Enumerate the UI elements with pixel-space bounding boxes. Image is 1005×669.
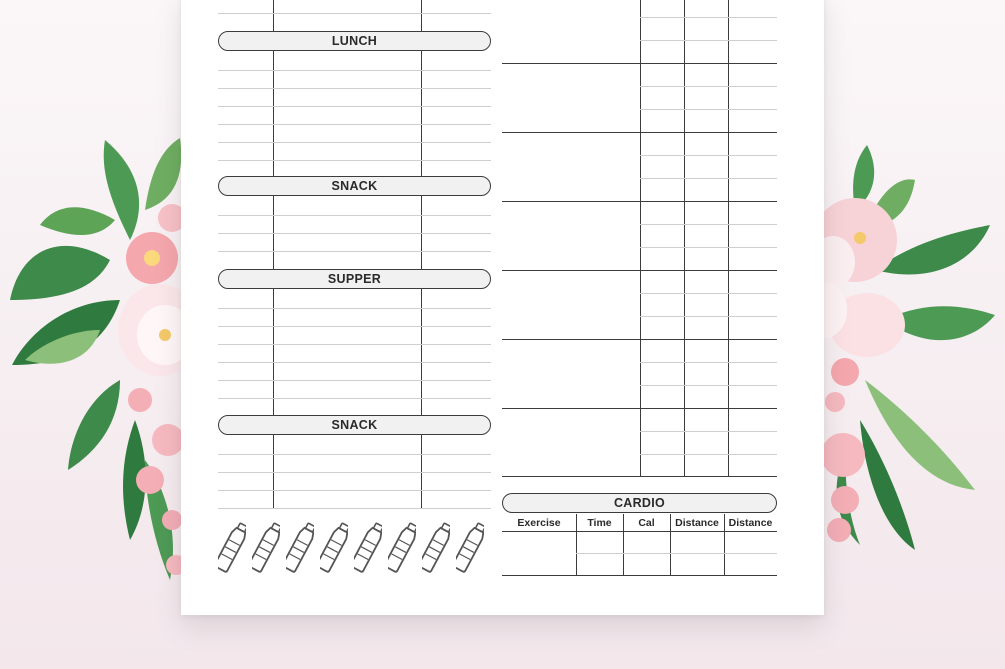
supper-label: SUPPER <box>327 272 382 286</box>
cardio-column-divider <box>670 514 671 576</box>
cardio-bottom-rule <box>502 575 777 576</box>
supper-header <box>218 269 491 289</box>
water-bottle-icon[interactable] <box>388 520 416 574</box>
snack-header-2 <box>218 415 491 435</box>
cardio-column-divider <box>576 514 577 576</box>
cardio-title: CARDIO <box>613 496 666 510</box>
cardio-col-cal: Cal <box>638 517 655 529</box>
snack-label: SNACK <box>331 179 378 193</box>
snack-label-2: SNACK <box>331 418 378 432</box>
floral-decoration-right <box>805 0 1005 669</box>
cardio-header <box>502 493 777 513</box>
water-bottle-icon[interactable] <box>218 520 246 574</box>
cardio-col-time: Time <box>587 517 612 529</box>
lunch-header <box>218 31 491 51</box>
cardio-column-divider <box>623 514 624 576</box>
cardio-header-rule <box>502 531 777 532</box>
water-bottle-icon[interactable] <box>320 520 348 574</box>
water-bottle-icon[interactable] <box>422 520 450 574</box>
lunch-label: LUNCH <box>331 34 378 48</box>
snack-header <box>218 176 491 196</box>
water-bottle-icon[interactable] <box>456 520 484 574</box>
cardio-col-exercise: Exercise <box>517 517 561 529</box>
cardio-column-divider <box>724 514 725 576</box>
water-bottle-icon[interactable] <box>252 520 280 574</box>
cardio-row-rule <box>576 553 777 554</box>
planner-page <box>181 0 824 615</box>
water-bottle-icon[interactable] <box>286 520 314 574</box>
floral-decoration-left <box>0 0 200 669</box>
cardio-col-distance: Distance <box>675 517 719 529</box>
cardio-col-distance-2: Distance <box>728 517 773 529</box>
workout-column-divider <box>728 0 729 476</box>
water-bottle-icon[interactable] <box>354 520 382 574</box>
workout-column-divider <box>640 0 641 476</box>
workout-column-divider <box>684 0 685 476</box>
